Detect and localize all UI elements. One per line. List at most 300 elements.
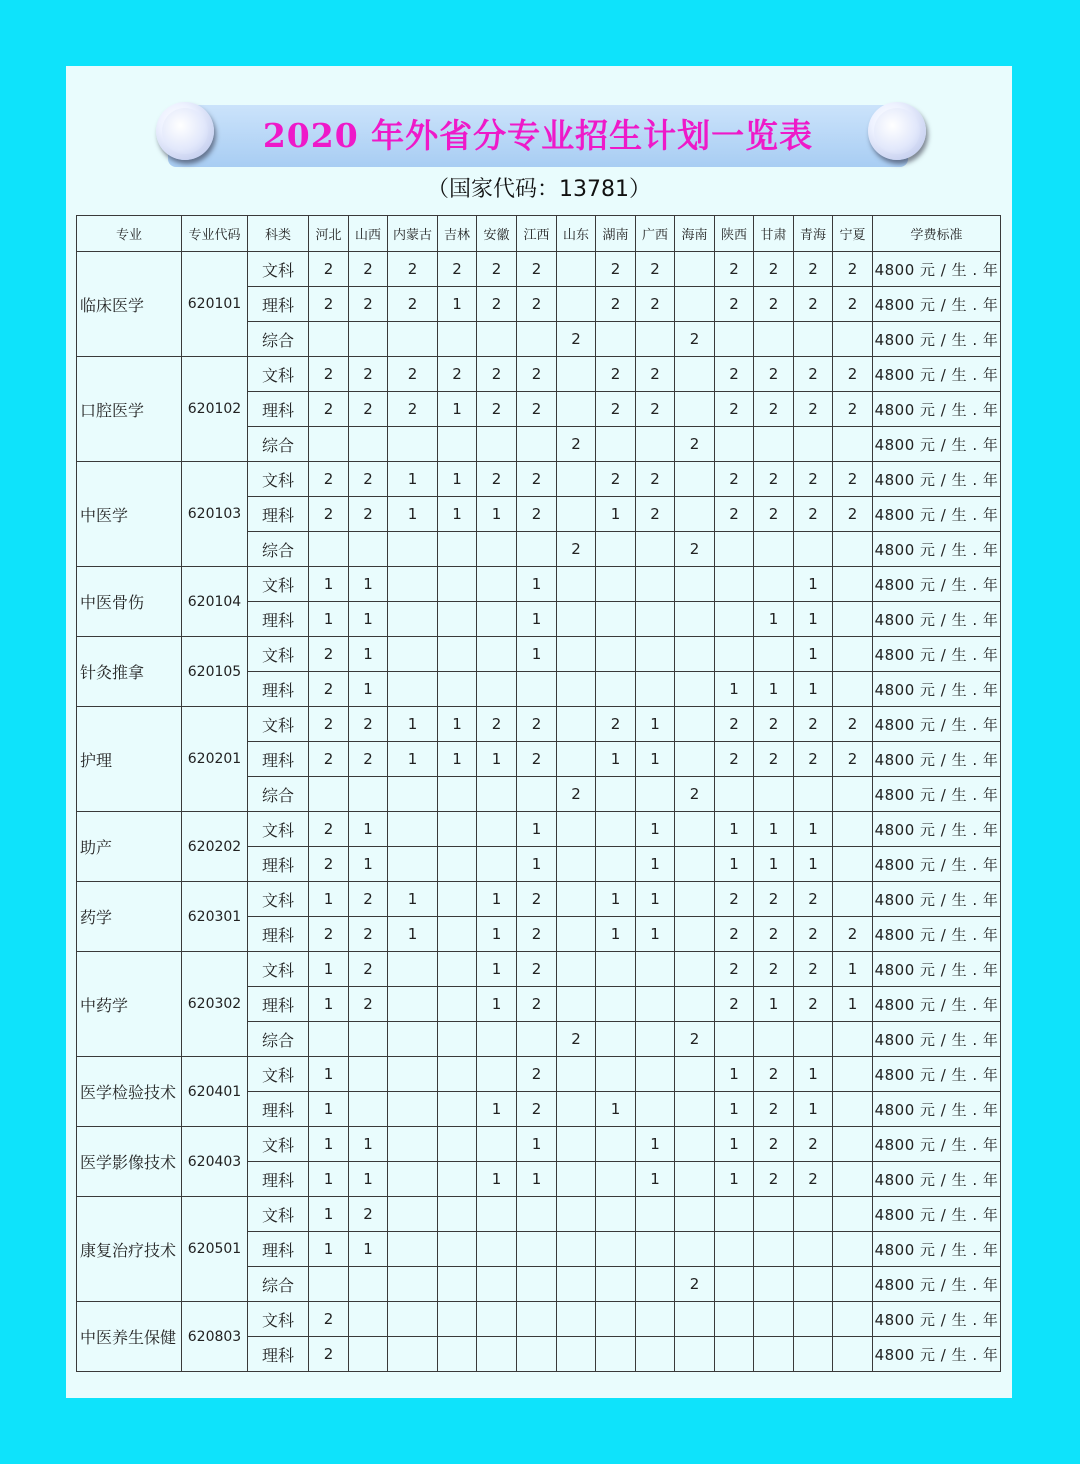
quota-cell: 2 — [675, 1267, 715, 1302]
table-row — [77, 812, 1001, 847]
quota-cell — [477, 1197, 517, 1232]
quota-cell: 2 — [754, 497, 794, 532]
quota-cell — [477, 427, 517, 462]
quota-cell: 2 — [794, 1162, 833, 1197]
quota-cell: 2 — [517, 882, 557, 917]
quota-cell: 1 — [438, 707, 477, 742]
major-code: 620101 — [182, 252, 248, 357]
quota-cell: 1 — [309, 1162, 349, 1197]
header-province: 吉林 — [438, 216, 477, 252]
quota-cell — [517, 1337, 557, 1372]
fee-cell: 4800 元 / 生 . 年 — [873, 882, 1001, 917]
quota-cell — [675, 672, 715, 707]
quota-cell: 1 — [477, 952, 517, 987]
fee-cell: 4800 元 / 生 . 年 — [873, 672, 1001, 707]
fee-cell: 4800 元 / 生 . 年 — [873, 637, 1001, 672]
header-province: 安徽 — [477, 216, 517, 252]
quota-cell — [754, 1197, 794, 1232]
quota-cell — [477, 1302, 517, 1337]
quota-cell: 2 — [557, 427, 596, 462]
major-name: 康复治疗技术 — [77, 1197, 182, 1302]
quota-cell: 1 — [596, 882, 636, 917]
fee-cell: 4800 元 / 生 . 年 — [873, 1197, 1001, 1232]
fee-cell: 4800 元 / 生 . 年 — [873, 952, 1001, 987]
quota-cell: 2 — [794, 707, 833, 742]
category-cell: 文科 — [248, 812, 309, 847]
quota-cell — [675, 287, 715, 322]
quota-cell — [309, 532, 349, 567]
quota-cell: 1 — [349, 637, 388, 672]
table-row — [77, 252, 1001, 287]
major-name: 助产 — [77, 812, 182, 882]
quota-cell: 1 — [477, 987, 517, 1022]
quota-cell — [794, 427, 833, 462]
category-cell: 综合 — [248, 777, 309, 812]
quota-cell — [833, 1127, 873, 1162]
quota-cell: 2 — [794, 1127, 833, 1162]
quota-cell — [675, 1337, 715, 1372]
quota-cell — [388, 602, 438, 637]
quota-cell — [477, 567, 517, 602]
major-name: 医学影像技术 — [77, 1127, 182, 1197]
quota-cell: 2 — [557, 322, 596, 357]
header-province: 陕西 — [715, 216, 754, 252]
quota-cell — [794, 1337, 833, 1372]
quota-cell — [388, 637, 438, 672]
major-name: 临床医学 — [77, 252, 182, 357]
quota-cell: 1 — [438, 462, 477, 497]
quota-cell — [477, 672, 517, 707]
quota-cell — [438, 427, 477, 462]
quota-cell: 2 — [309, 357, 349, 392]
category-cell: 理科 — [248, 1232, 309, 1267]
major-code: 620401 — [182, 1057, 248, 1127]
fee-cell: 4800 元 / 生 . 年 — [873, 1127, 1001, 1162]
quota-cell — [438, 777, 477, 812]
quota-cell: 1 — [349, 1162, 388, 1197]
quota-cell — [833, 1302, 873, 1337]
category-cell: 综合 — [248, 532, 309, 567]
quota-cell: 2 — [438, 357, 477, 392]
quota-cell: 2 — [794, 357, 833, 392]
quota-cell: 2 — [715, 252, 754, 287]
quota-cell — [557, 1057, 596, 1092]
quota-cell — [596, 1337, 636, 1372]
quota-cell — [388, 987, 438, 1022]
quota-cell — [557, 882, 596, 917]
quota-cell — [388, 847, 438, 882]
quota-cell — [636, 1337, 675, 1372]
quota-cell — [675, 1197, 715, 1232]
quota-cell — [675, 742, 715, 777]
quota-cell — [754, 567, 794, 602]
header-province: 内蒙古 — [388, 216, 438, 252]
quota-cell — [477, 1267, 517, 1302]
enrollment-plan-table — [76, 215, 1001, 1372]
quota-cell — [636, 1057, 675, 1092]
quota-cell — [557, 1092, 596, 1127]
quota-cell — [388, 1127, 438, 1162]
quota-cell: 2 — [309, 812, 349, 847]
major-name: 针灸推拿 — [77, 637, 182, 707]
quota-cell: 1 — [636, 917, 675, 952]
header-category: 科类 — [248, 216, 309, 252]
quota-cell — [833, 847, 873, 882]
quota-cell: 2 — [349, 917, 388, 952]
quota-cell — [596, 1267, 636, 1302]
quota-cell — [675, 1232, 715, 1267]
quota-cell — [557, 742, 596, 777]
quota-cell: 1 — [754, 847, 794, 882]
quota-cell: 1 — [517, 812, 557, 847]
quota-cell — [388, 1337, 438, 1372]
fee-cell: 4800 元 / 生 . 年 — [873, 427, 1001, 462]
quota-cell: 1 — [438, 392, 477, 427]
fee-cell: 4800 元 / 生 . 年 — [873, 987, 1001, 1022]
quota-cell — [794, 1022, 833, 1057]
quota-cell — [477, 637, 517, 672]
quota-cell: 2 — [794, 742, 833, 777]
quota-cell: 1 — [388, 917, 438, 952]
quota-cell — [349, 1302, 388, 1337]
quota-cell: 2 — [309, 252, 349, 287]
quota-cell — [349, 322, 388, 357]
quota-cell: 2 — [517, 1057, 557, 1092]
quota-cell: 1 — [596, 1092, 636, 1127]
quota-cell: 2 — [349, 252, 388, 287]
category-cell: 文科 — [248, 1302, 309, 1337]
quota-cell — [388, 1302, 438, 1337]
quota-cell — [754, 1302, 794, 1337]
quota-cell: 1 — [715, 847, 754, 882]
category-cell: 理科 — [248, 1092, 309, 1127]
quota-cell — [715, 1267, 754, 1302]
quota-cell — [596, 1232, 636, 1267]
quota-cell — [438, 567, 477, 602]
quota-cell: 2 — [517, 392, 557, 427]
quota-cell: 2 — [754, 952, 794, 987]
category-cell: 文科 — [248, 1197, 309, 1232]
header-province: 江西 — [517, 216, 557, 252]
quota-cell: 2 — [833, 357, 873, 392]
quota-cell — [636, 1267, 675, 1302]
quota-cell: 2 — [309, 917, 349, 952]
quota-cell — [675, 497, 715, 532]
quota-cell — [517, 532, 557, 567]
quota-cell: 2 — [754, 1092, 794, 1127]
quota-cell: 1 — [517, 1127, 557, 1162]
major-code: 620501 — [182, 1197, 248, 1302]
quota-cell: 2 — [517, 497, 557, 532]
quota-cell: 2 — [794, 987, 833, 1022]
fee-cell: 4800 元 / 生 . 年 — [873, 1092, 1001, 1127]
category-cell: 综合 — [248, 427, 309, 462]
fee-cell: 4800 元 / 生 . 年 — [873, 462, 1001, 497]
quota-cell — [477, 322, 517, 357]
quota-cell — [754, 322, 794, 357]
quota-cell — [517, 672, 557, 707]
quota-cell: 2 — [833, 707, 873, 742]
quota-cell — [557, 462, 596, 497]
quota-cell — [557, 1162, 596, 1197]
quota-cell: 2 — [754, 1162, 794, 1197]
quota-cell: 2 — [517, 742, 557, 777]
quota-cell — [636, 1302, 675, 1337]
quota-cell — [833, 602, 873, 637]
quota-cell — [388, 1197, 438, 1232]
quota-cell: 2 — [675, 322, 715, 357]
quota-cell: 2 — [833, 742, 873, 777]
quota-cell: 2 — [715, 917, 754, 952]
fee-cell: 4800 元 / 生 . 年 — [873, 1302, 1001, 1337]
quota-cell — [517, 777, 557, 812]
quota-cell — [675, 462, 715, 497]
quota-cell: 2 — [349, 392, 388, 427]
quota-cell — [477, 847, 517, 882]
table-row — [77, 357, 1001, 392]
category-cell: 理科 — [248, 742, 309, 777]
quota-cell — [596, 777, 636, 812]
quota-cell — [349, 1022, 388, 1057]
quota-cell — [715, 637, 754, 672]
quota-cell — [596, 567, 636, 602]
quota-cell — [833, 777, 873, 812]
quota-cell: 2 — [477, 287, 517, 322]
quota-cell: 2 — [794, 882, 833, 917]
quota-cell: 1 — [794, 672, 833, 707]
quota-cell — [675, 602, 715, 637]
major-code: 620105 — [182, 637, 248, 707]
quota-cell: 1 — [636, 812, 675, 847]
plan-sheet — [66, 66, 1012, 1398]
quota-cell — [675, 1302, 715, 1337]
category-cell: 理科 — [248, 1162, 309, 1197]
category-cell: 文科 — [248, 637, 309, 672]
quota-cell: 2 — [794, 252, 833, 287]
category-cell: 文科 — [248, 357, 309, 392]
quota-cell: 1 — [309, 1127, 349, 1162]
quota-cell: 2 — [833, 392, 873, 427]
quota-cell — [557, 287, 596, 322]
quota-cell: 1 — [388, 497, 438, 532]
quota-cell — [438, 882, 477, 917]
quota-cell — [557, 847, 596, 882]
quota-cell: 2 — [517, 357, 557, 392]
quota-cell — [557, 567, 596, 602]
quota-cell — [557, 1337, 596, 1372]
quota-cell: 2 — [309, 847, 349, 882]
quota-cell — [754, 777, 794, 812]
quota-cell — [596, 987, 636, 1022]
category-cell: 理科 — [248, 392, 309, 427]
quota-cell — [715, 1337, 754, 1372]
quota-cell — [388, 1022, 438, 1057]
quota-cell — [388, 567, 438, 602]
fee-cell: 4800 元 / 生 . 年 — [873, 602, 1001, 637]
quota-cell: 1 — [438, 497, 477, 532]
quota-cell: 2 — [715, 952, 754, 987]
quota-cell — [596, 532, 636, 567]
quota-cell — [675, 1127, 715, 1162]
quota-cell: 2 — [388, 252, 438, 287]
quota-cell — [477, 1022, 517, 1057]
quota-cell: 1 — [388, 882, 438, 917]
quota-cell — [715, 1197, 754, 1232]
quota-cell: 2 — [349, 1197, 388, 1232]
quota-cell — [438, 602, 477, 637]
quota-cell: 1 — [349, 1232, 388, 1267]
quota-cell: 2 — [517, 252, 557, 287]
quota-cell: 1 — [833, 952, 873, 987]
quota-cell — [596, 952, 636, 987]
quota-cell: 1 — [349, 672, 388, 707]
quota-cell — [438, 1057, 477, 1092]
quota-cell: 2 — [517, 287, 557, 322]
quota-cell — [596, 847, 636, 882]
major-name: 医学检验技术 — [77, 1057, 182, 1127]
quota-cell: 1 — [309, 1232, 349, 1267]
quota-cell: 2 — [754, 882, 794, 917]
major-code: 620202 — [182, 812, 248, 882]
quota-cell — [596, 427, 636, 462]
quota-cell — [636, 1197, 675, 1232]
quota-cell: 1 — [715, 1127, 754, 1162]
quota-cell: 1 — [477, 882, 517, 917]
quota-cell — [596, 322, 636, 357]
quota-cell — [715, 602, 754, 637]
quota-cell — [438, 532, 477, 567]
quota-cell — [833, 1267, 873, 1302]
quota-cell: 1 — [517, 1162, 557, 1197]
quota-cell: 2 — [517, 1092, 557, 1127]
quota-cell: 1 — [517, 602, 557, 637]
quota-cell — [438, 672, 477, 707]
quota-cell — [438, 987, 477, 1022]
quota-cell: 2 — [636, 497, 675, 532]
quota-cell — [636, 567, 675, 602]
quota-cell: 2 — [517, 707, 557, 742]
category-cell: 综合 — [248, 1267, 309, 1302]
quota-cell: 2 — [596, 357, 636, 392]
quota-cell — [517, 1232, 557, 1267]
quota-cell — [349, 1092, 388, 1127]
fee-cell: 4800 元 / 生 . 年 — [873, 812, 1001, 847]
quota-cell: 2 — [557, 1022, 596, 1057]
quota-cell: 2 — [309, 392, 349, 427]
fee-cell: 4800 元 / 生 . 年 — [873, 917, 1001, 952]
title-banner — [168, 105, 908, 167]
quota-cell: 2 — [636, 287, 675, 322]
quota-cell — [833, 427, 873, 462]
fee-cell: 4800 元 / 生 . 年 — [873, 1057, 1001, 1092]
fee-cell: 4800 元 / 生 . 年 — [873, 707, 1001, 742]
quota-cell: 2 — [715, 742, 754, 777]
quota-cell — [833, 1057, 873, 1092]
fee-cell: 4800 元 / 生 . 年 — [873, 1267, 1001, 1302]
fee-cell: 4800 元 / 生 . 年 — [873, 497, 1001, 532]
page-title: 2020 年外省分专业招生计划一览表 — [262, 116, 814, 155]
quota-cell: 1 — [477, 1162, 517, 1197]
quota-cell: 1 — [715, 1092, 754, 1127]
quota-cell: 1 — [477, 742, 517, 777]
quota-cell: 2 — [309, 637, 349, 672]
quota-cell: 1 — [477, 1092, 517, 1127]
quota-cell: 1 — [636, 882, 675, 917]
quota-cell — [794, 532, 833, 567]
category-cell: 文科 — [248, 882, 309, 917]
major-code: 620102 — [182, 357, 248, 462]
quota-cell — [675, 1092, 715, 1127]
quota-cell — [309, 777, 349, 812]
quota-cell — [754, 1267, 794, 1302]
quota-cell: 2 — [833, 462, 873, 497]
fee-cell: 4800 元 / 生 . 年 — [873, 1337, 1001, 1372]
quota-cell: 2 — [754, 357, 794, 392]
quota-cell — [388, 1092, 438, 1127]
quota-cell: 1 — [349, 602, 388, 637]
quota-cell — [557, 357, 596, 392]
quota-cell — [557, 672, 596, 707]
fee-cell: 4800 元 / 生 . 年 — [873, 777, 1001, 812]
quota-cell: 1 — [636, 742, 675, 777]
quota-cell — [596, 1057, 636, 1092]
quota-cell — [754, 1232, 794, 1267]
quota-cell: 2 — [833, 917, 873, 952]
quota-cell — [833, 1337, 873, 1372]
quota-cell: 1 — [596, 917, 636, 952]
quota-cell: 2 — [754, 1127, 794, 1162]
header-major: 专业 — [77, 216, 182, 252]
quota-cell: 2 — [557, 532, 596, 567]
header-code: 专业代码 — [182, 216, 248, 252]
quota-cell — [754, 532, 794, 567]
quota-cell: 2 — [794, 462, 833, 497]
quota-cell — [438, 1232, 477, 1267]
quota-cell — [349, 1337, 388, 1372]
table-row — [77, 882, 1001, 917]
quota-cell — [557, 1127, 596, 1162]
quota-cell — [636, 1092, 675, 1127]
quota-cell: 1 — [794, 637, 833, 672]
quota-cell — [675, 1162, 715, 1197]
quota-cell — [438, 1197, 477, 1232]
major-name: 中药学 — [77, 952, 182, 1057]
quota-cell — [388, 1232, 438, 1267]
quota-cell — [477, 602, 517, 637]
fee-cell: 4800 元 / 生 . 年 — [873, 567, 1001, 602]
table-row — [77, 462, 1001, 497]
quota-cell — [675, 987, 715, 1022]
quota-cell — [349, 427, 388, 462]
quota-cell: 1 — [636, 1127, 675, 1162]
quota-cell: 2 — [388, 392, 438, 427]
table-row — [77, 637, 1001, 672]
quota-cell — [557, 252, 596, 287]
quota-cell: 1 — [517, 567, 557, 602]
major-name: 护理 — [77, 707, 182, 812]
quota-cell: 2 — [596, 392, 636, 427]
quota-cell — [438, 1022, 477, 1057]
quota-cell: 2 — [388, 357, 438, 392]
quota-cell — [833, 672, 873, 707]
quota-cell — [517, 427, 557, 462]
quota-cell — [596, 1162, 636, 1197]
major-code: 620201 — [182, 707, 248, 812]
major-code: 620104 — [182, 567, 248, 637]
quota-cell — [438, 637, 477, 672]
quota-cell: 2 — [477, 462, 517, 497]
quota-cell — [636, 987, 675, 1022]
